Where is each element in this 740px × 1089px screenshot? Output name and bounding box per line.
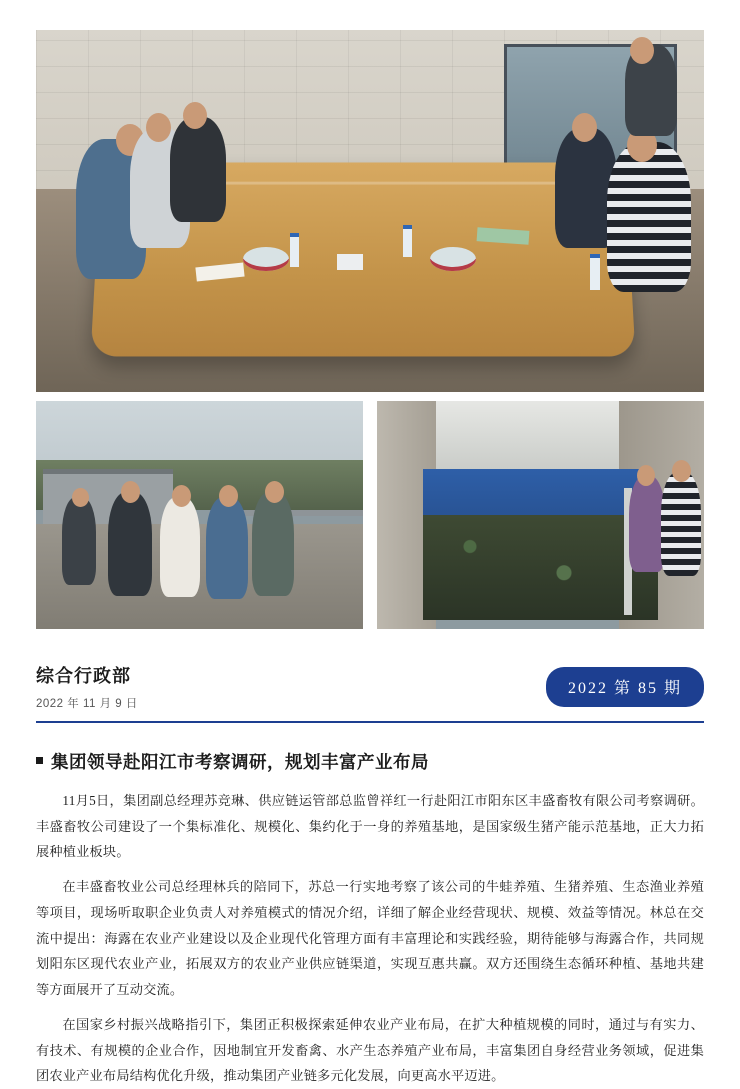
photo-water-bottle bbox=[590, 254, 600, 290]
photo-person-head bbox=[72, 488, 89, 507]
photo-person bbox=[160, 497, 200, 597]
photo-tissue-box bbox=[337, 254, 363, 270]
department-name: 综合行政部 bbox=[36, 666, 131, 686]
photo-aquaculture-pond bbox=[377, 401, 704, 629]
photo-person bbox=[170, 117, 226, 222]
article-paragraph: 在国家乡村振兴战略指引下，集团正积极探索延伸农业产业布局，在扩大种植规模的同时，通过与有实力、有技术、有规模的企业合作，因地制宜开发畜禽、水产生态养殖产业布局，丰富集团自身经营业务领域，促进集团农业产业布局结构优化升级，推动集团产业链多元化发展，向更高水平迈进。 bbox=[36, 1016, 704, 1084]
issue-badge: 2022 第 85 期 bbox=[546, 667, 704, 707]
photo-person-head bbox=[637, 465, 655, 486]
photo-person bbox=[661, 472, 701, 576]
newsletter-page bbox=[0, 30, 740, 1084]
photo-person-head bbox=[121, 481, 140, 503]
photo-meeting-room bbox=[36, 30, 704, 392]
photo-farm-shed bbox=[43, 469, 174, 524]
photo-person-head bbox=[172, 485, 191, 507]
article-headline bbox=[36, 749, 704, 774]
headline-text: 集团领导赴阳江市考察调研，规划丰富产业布局 bbox=[51, 752, 429, 772]
document-meta bbox=[36, 663, 704, 711]
article-body bbox=[36, 788, 704, 1089]
article-paragraph: 11月5日，集团副总经理苏竞琳、供应链运管部总监曾祥红一行赴阳江市阳东区丰盛畜牧有限公司考察调研。丰盛畜牧公司建设了一个集标准化、规模化、集约化于一身的养殖基地，是国家级生猪产能示范基地，正大力拓展种植业板块。 bbox=[36, 793, 704, 860]
square-bullet-icon bbox=[36, 757, 43, 764]
photo-person-head bbox=[265, 481, 284, 503]
photo-pond-water bbox=[423, 515, 658, 620]
photo-outdoor-group bbox=[36, 401, 363, 629]
department-block bbox=[36, 663, 138, 711]
photo-row bbox=[36, 401, 704, 629]
photo-person bbox=[108, 492, 152, 596]
publish-date: 2022 年 11 月 9 日 bbox=[36, 698, 138, 710]
photo-person bbox=[252, 492, 294, 596]
photo-person bbox=[607, 142, 691, 292]
photo-person-head bbox=[630, 37, 654, 64]
photo-person bbox=[629, 476, 665, 572]
photo-water-bottle bbox=[290, 233, 299, 267]
photo-person bbox=[206, 497, 248, 599]
article-paragraph: 在丰盛畜牧业公司总经理林兵的陪同下，苏总一行实地考察了该公司的牛蛙养殖、生猪养殖、生态渔业养殖等项目，现场听取职企业负责人对养殖模式的情况介绍，详细了解企业经营现状、规模、效益等情况。林总在交流中提出：海露在农业产业建设以及企业现代化管理方面有丰富理论和实践经验，期待能够与海露合作，共同规划阳东区现代农业产业，拓展双方的农业产业供应链渠道，实现互惠共赢。双方还围绕生态循环种植、基地共建等方面展开了互动交流。 bbox=[36, 879, 704, 998]
photo-person bbox=[62, 497, 96, 585]
photo-water-bottle bbox=[403, 225, 412, 257]
photo-person-head bbox=[672, 460, 691, 482]
divider-rule bbox=[36, 721, 704, 723]
